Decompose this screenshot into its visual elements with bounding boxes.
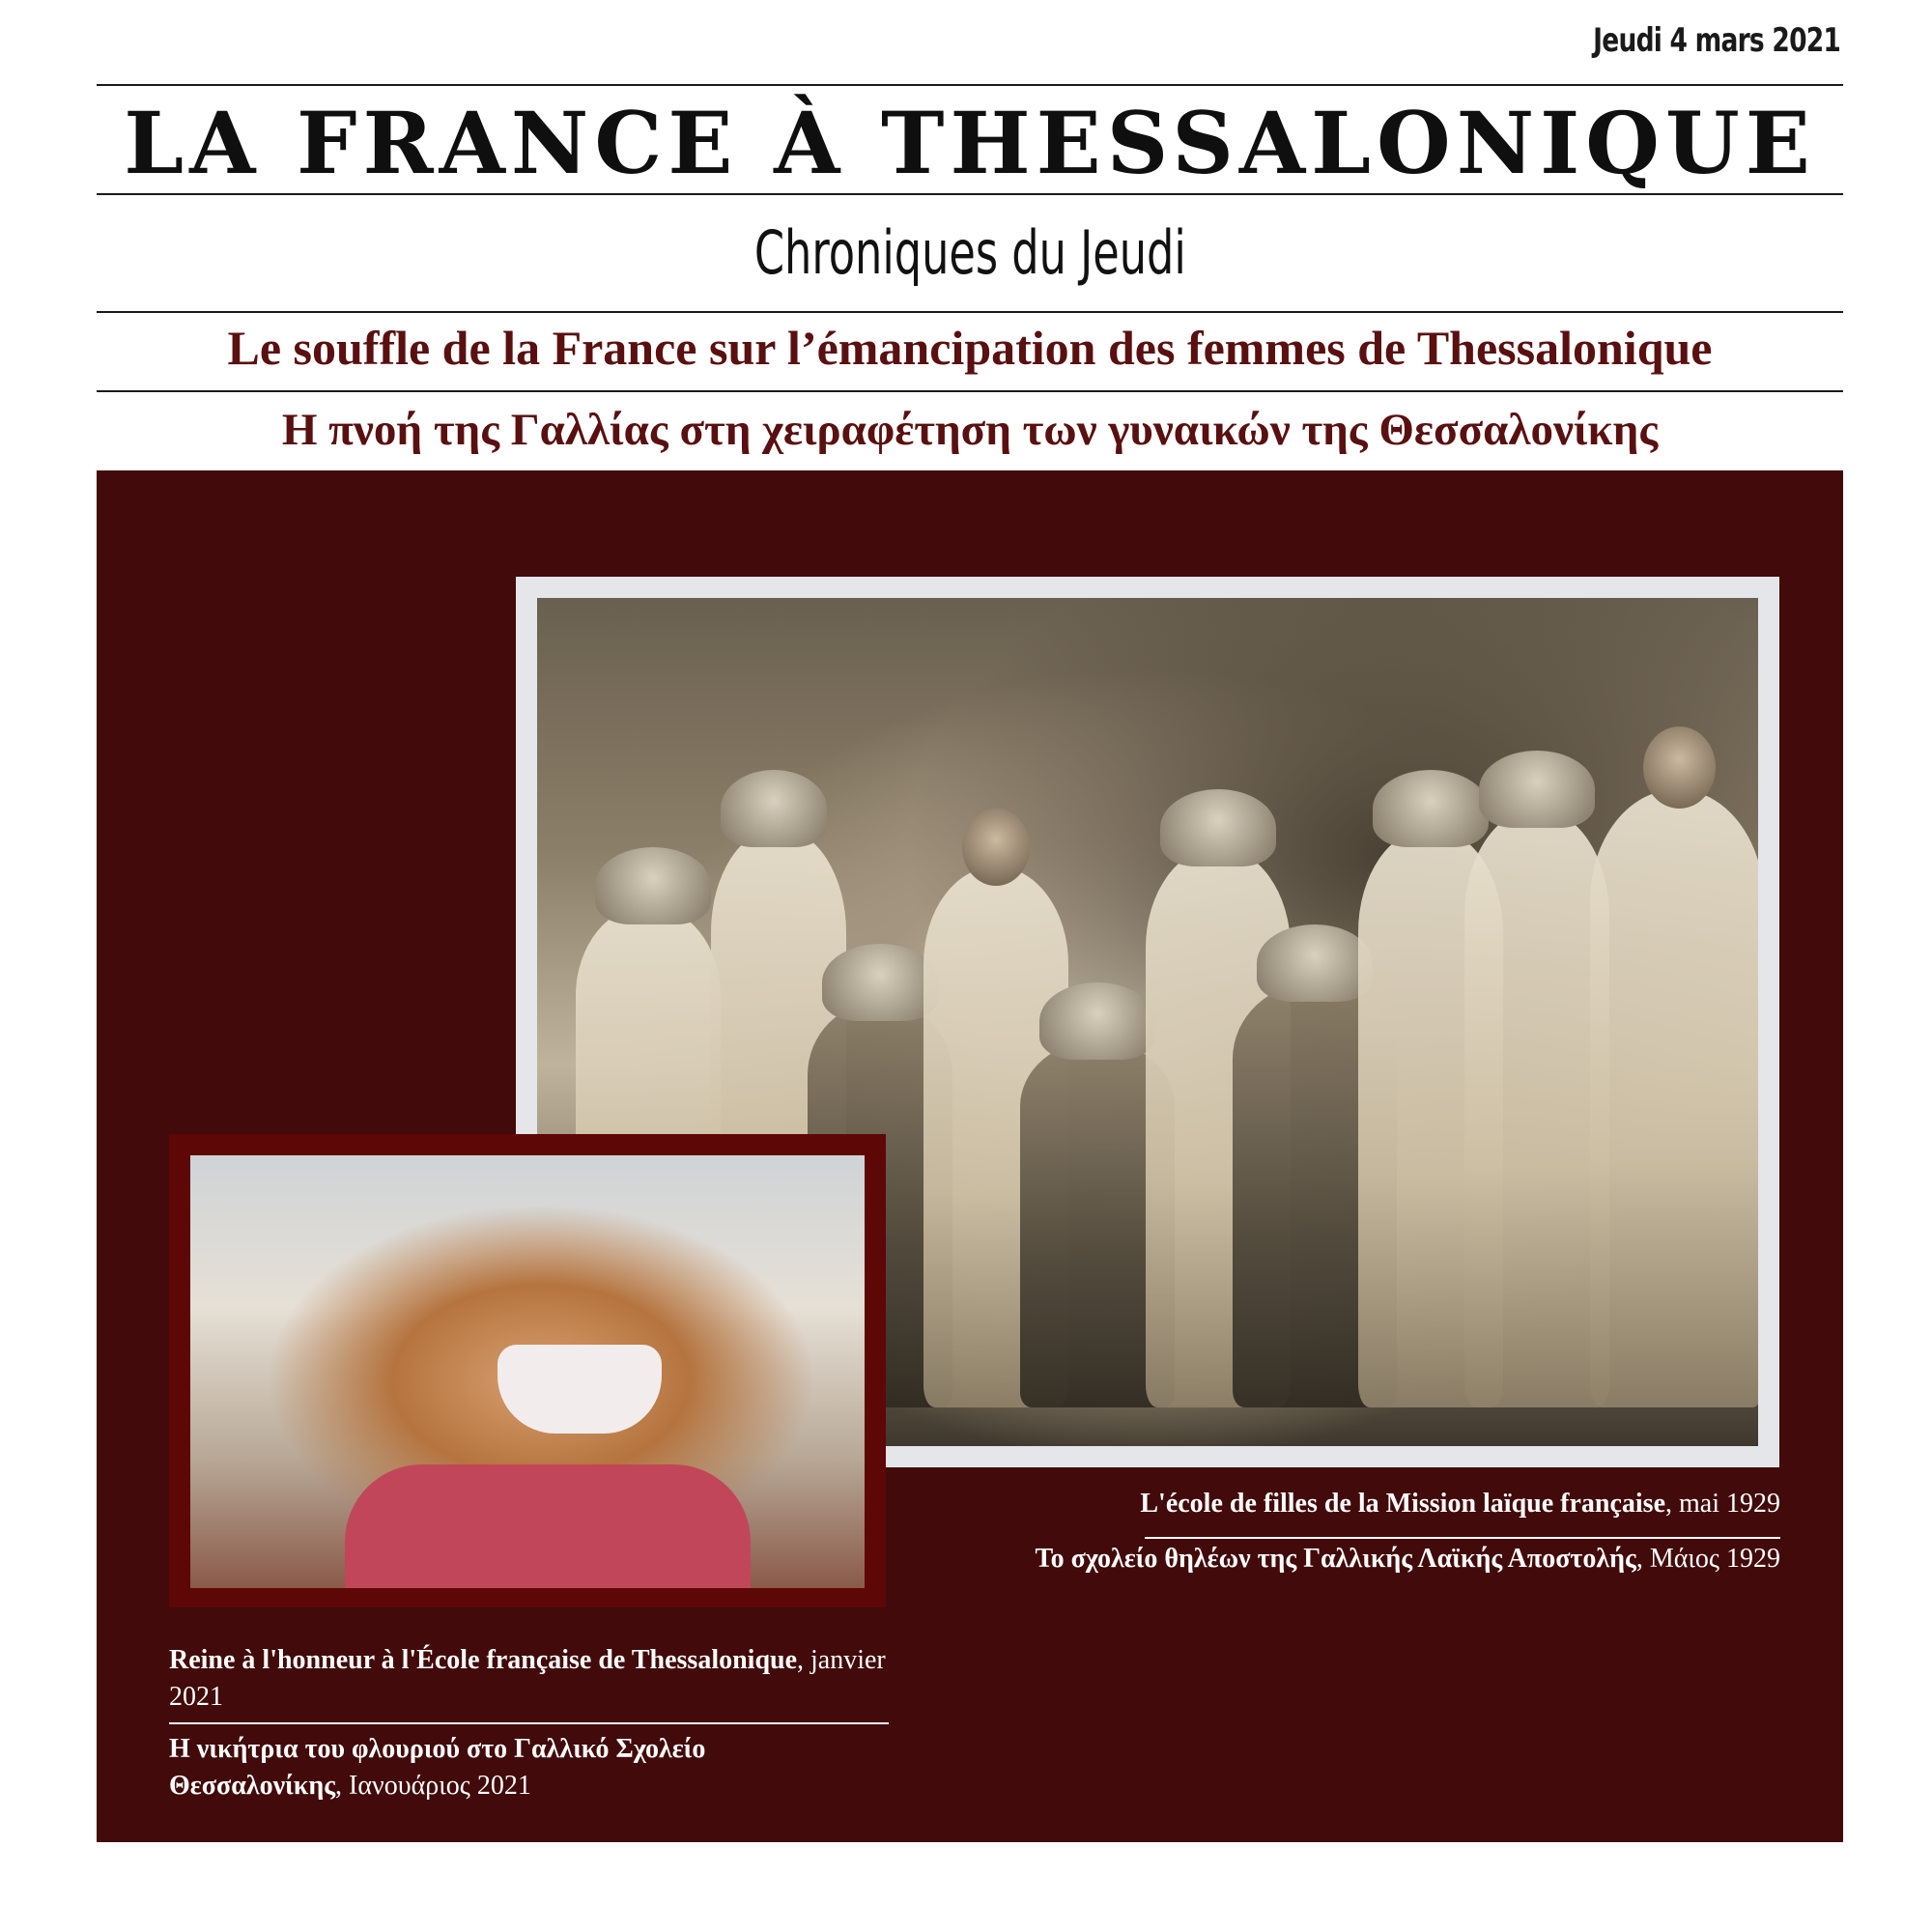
small-caption-french-title: Reine à l'honneur à l'École française de Thessalonique bbox=[169, 1645, 798, 1675]
headline-french: Le souffle de la France sur l’émancipation des femmes de Thessalonique bbox=[227, 321, 1713, 375]
issue-date: Jeudi 4 mars 2021 bbox=[1593, 21, 1840, 60]
main-caption-french bbox=[1140, 1486, 1780, 1522]
small-photo-girl-2021[interactable] bbox=[190, 1155, 865, 1588]
figure-hat bbox=[595, 847, 711, 924]
main-caption-french-date: , mai 1929 bbox=[1665, 1489, 1780, 1519]
rule-between-headlines bbox=[97, 390, 1843, 392]
main-caption-greek-date: , Μάιος 1929 bbox=[1635, 1544, 1780, 1574]
main-caption-greek bbox=[1035, 1541, 1780, 1577]
masthead-title: LA FRANCE À THESSALONIQUE bbox=[124, 93, 1816, 193]
section-subtitle-text: Chroniques du Jeudi bbox=[753, 217, 1186, 288]
small-caption-rule bbox=[169, 1722, 889, 1724]
figure bbox=[1590, 789, 1758, 1407]
feature-panel bbox=[97, 470, 1843, 1842]
small-photo-coat bbox=[345, 1464, 751, 1588]
small-caption-greek-title-line1: Η νικήτρια του φλουριού στο Γαλλικό Σχολείο bbox=[169, 1734, 706, 1764]
small-caption-greek-title-line2: Θεσσαλονίκης bbox=[169, 1771, 336, 1801]
rule-under-masthead bbox=[97, 193, 1843, 195]
figure-hat bbox=[1479, 751, 1595, 828]
figure-hat bbox=[822, 944, 938, 1021]
main-caption-greek-title: Το σχολείο θηλέων της Γαλλικής Λαϊκής Αποστολής bbox=[1035, 1544, 1636, 1574]
small-photo-mask bbox=[497, 1345, 662, 1434]
section-subtitle bbox=[97, 214, 1843, 292]
figure bbox=[1464, 809, 1609, 1407]
small-caption-french bbox=[169, 1642, 903, 1716]
small-caption-greek bbox=[169, 1731, 903, 1804]
small-photo-frame bbox=[169, 1134, 886, 1607]
figure-hat bbox=[1039, 982, 1155, 1060]
figure-hat bbox=[1257, 924, 1373, 1002]
main-caption-rule bbox=[1145, 1537, 1780, 1539]
figure-hat bbox=[721, 770, 827, 847]
rule-under-subtitle bbox=[97, 311, 1843, 313]
figure-hat bbox=[1373, 770, 1489, 847]
small-caption-french-date-sep: , janvier 2021 bbox=[169, 1645, 886, 1712]
figure-head bbox=[1643, 726, 1716, 809]
figure-head bbox=[962, 809, 1030, 886]
small-caption-greek-date: , Ιανουάριος 2021 bbox=[335, 1771, 531, 1801]
figure-hat bbox=[1160, 789, 1276, 867]
main-caption-french-title: L'école de filles de la Mission laïque française bbox=[1140, 1489, 1665, 1519]
rule-top bbox=[97, 84, 1843, 86]
headline-greek: Η πνοή της Γαλλίας στη χειραφέτηση των γυναικών της Θεσσαλονίκης bbox=[281, 405, 1659, 455]
